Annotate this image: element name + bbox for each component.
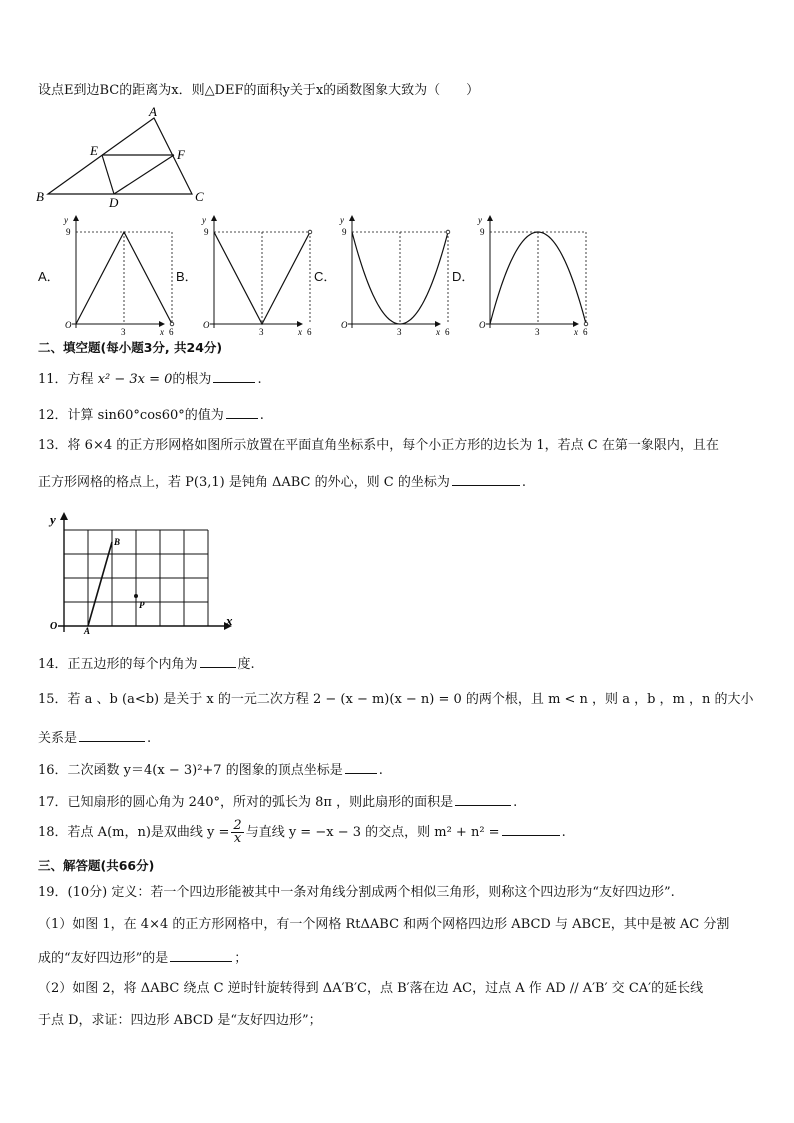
q19-part2-line2: 于点 D，求证：四边形 ABCD 是“友好四边形”；	[38, 1013, 322, 1028]
q18-frac-den: x	[233, 831, 242, 846]
x-label: x	[574, 327, 578, 337]
q19-part1-line1: （1）如图 1，在 4×4 的正方形网格中，有一个网格 RtΔABC 和两个网格四边形 ABCD 与 ABCE，其中是被 AC 分割	[38, 917, 730, 932]
q18	[38, 820, 566, 846]
q10-stem: 设点E到边BC的距离为x．则△DEF的面积y关于x的函数图象大致为（ ）	[38, 83, 480, 98]
q11-answer-blank[interactable]	[213, 370, 255, 383]
q16-pre: 16．二次函数 y＝4(x − 3)²+7 的图象的顶点坐标是	[38, 763, 343, 778]
grid-a-label: A	[84, 626, 91, 636]
segment-ab	[88, 542, 112, 626]
option-a-label[interactable]: A．	[38, 269, 60, 284]
label-a: A	[149, 104, 157, 119]
grid-x-label: x	[226, 613, 233, 628]
q13-pre: 正方形网格的格点上，若 P(3,1) 是钝角 ΔABC 的外心，则 C 的坐标为	[38, 475, 450, 490]
q13-answer-blank[interactable]	[452, 473, 520, 486]
point-p	[134, 594, 138, 598]
y-tick-9: 9	[204, 227, 209, 237]
endpoint-open	[308, 230, 312, 234]
q11-post: 的根为	[172, 372, 212, 387]
y-label: y	[202, 215, 206, 225]
q18-answer-blank[interactable]	[502, 823, 560, 836]
q17-post: .	[513, 795, 518, 810]
triangle-abc	[48, 118, 192, 194]
y-label: y	[478, 215, 482, 225]
q11-equation: x² − 3x = 0	[97, 372, 173, 387]
q17-answer-blank[interactable]	[455, 793, 511, 806]
option-a-graph	[60, 212, 174, 337]
q16	[38, 761, 383, 779]
x-tick-6: 6	[583, 327, 588, 337]
section-2-heading: 二、填空题(每小题3分, 共24分)	[38, 340, 223, 355]
label-d: D	[109, 195, 119, 210]
x-label: x	[436, 327, 440, 337]
q13-post: .	[521, 475, 526, 490]
q19c-post: ；	[234, 951, 248, 966]
x-label: x	[298, 327, 302, 337]
origin-label: O	[479, 320, 486, 330]
q19-answer-blank[interactable]	[170, 949, 232, 962]
q15-line1: 15．若 a 、b (a<b) 是关于 x 的一元二次方程 2 − (x − m)(x − n) = 0 的两个根，且 m < n ，则 a ，b ，m ，n 的大小	[38, 692, 754, 707]
y-arrow	[73, 215, 79, 221]
option-c-label[interactable]: C．	[314, 269, 337, 284]
option-d-label[interactable]: D．	[452, 269, 475, 284]
grid-p-label: P	[139, 600, 145, 610]
option-c-graph	[336, 212, 450, 337]
q18-mid: 与直线 y = −x − 3 的交点，则 m² + n² =	[245, 825, 500, 840]
y-tick-9: 9	[66, 227, 71, 237]
y-label: y	[340, 215, 344, 225]
q15-line2	[38, 729, 151, 747]
q14-answer-blank[interactable]	[200, 655, 236, 668]
endpoint-open	[584, 322, 588, 326]
q11-pre: 11．方程	[38, 372, 98, 387]
section-3-heading: 三、解答题(共66分)	[38, 858, 155, 873]
grid-figure	[44, 510, 240, 634]
grid-y-arrow	[60, 512, 68, 520]
q18-fraction	[231, 820, 243, 845]
grid-y-label: y	[50, 512, 56, 527]
q18-frac-num: 2	[233, 818, 242, 833]
x-tick-3: 3	[535, 327, 540, 337]
label-c: C	[195, 189, 204, 204]
y-arrow	[487, 215, 493, 221]
q18-post: .	[561, 825, 566, 840]
q12-post: .	[259, 408, 264, 423]
label-f: F	[177, 147, 185, 162]
q16-post: .	[378, 763, 383, 778]
q16-answer-blank[interactable]	[345, 761, 377, 774]
q14	[38, 655, 255, 673]
x-tick-3: 3	[259, 327, 264, 337]
q12-answer-blank[interactable]	[226, 406, 258, 419]
x-tick-3: 3	[121, 327, 126, 337]
x-tick-6: 6	[169, 327, 174, 337]
origin-label: O	[65, 320, 72, 330]
y-tick-9: 9	[342, 227, 347, 237]
q12	[38, 406, 264, 424]
q15-post: .	[147, 731, 152, 746]
q19-part2-line1: （2）如图 2，将 ΔABC 绕点 C 逆时针旋转得到 ΔA′B′C，点 B′落在边 AC，过点 A 作 AD // A′B′ 交 CA′的延长线	[38, 981, 704, 996]
q19-definition: 19．(10分) 定义：若一个四边形能被其中一条对角线分割成两个相似三角形，则称这个四边形为“友好四边形”.	[38, 885, 675, 900]
q17	[38, 793, 517, 811]
option-d-graph	[474, 212, 588, 337]
q15-answer-blank[interactable]	[79, 729, 145, 742]
x-tick-6: 6	[307, 327, 312, 337]
grid-b-label: B	[114, 537, 121, 547]
q15-pre: 关系是	[38, 731, 78, 746]
label-e: E	[90, 143, 98, 158]
segment-df	[114, 155, 174, 194]
segment-ed	[102, 155, 114, 194]
endpoint-open	[446, 230, 450, 234]
x-label: x	[160, 327, 164, 337]
y-label: y	[64, 215, 68, 225]
origin-label: O	[203, 320, 210, 330]
label-b: B	[36, 189, 44, 204]
q17-pre: 17．已知扇形的圆心角为 240°，所对的弧长为 8π ，则此扇形的面积是	[38, 795, 454, 810]
y-arrow	[211, 215, 217, 221]
q14-pre: 14．正五边形的每个内角为	[38, 657, 198, 672]
q14-post: 度.	[237, 657, 255, 672]
y-arrow	[349, 215, 355, 221]
q13-line1: 13．将 6×4 的正方形网格如图所示放置在平面直角坐标系中，每个小正方形的边长为 1，若点 C 在第一象限内，且在	[38, 438, 719, 453]
q12-pre: 12．计算 sin60°cos60°的值为	[38, 408, 224, 423]
q11: 11．方程 x² − 3x = 0的根为 .	[38, 372, 262, 387]
q13-line2	[38, 473, 526, 491]
q18-pre: 18．若点 A(m，n)是双曲线 y =	[38, 825, 230, 840]
origin-label: O	[341, 320, 348, 330]
y-tick-9: 9	[480, 227, 485, 237]
x-tick-6: 6	[445, 327, 450, 337]
option-b-label[interactable]: B．	[176, 269, 198, 284]
endpoint-open	[170, 322, 174, 326]
triangle-figure	[34, 104, 214, 208]
grid-o-label: O	[50, 621, 58, 632]
q19c-pre: 成的“友好四边形”的是	[38, 951, 169, 966]
option-b-graph	[198, 212, 312, 337]
q19-part1-line2	[38, 949, 247, 967]
x-tick-3: 3	[397, 327, 402, 337]
